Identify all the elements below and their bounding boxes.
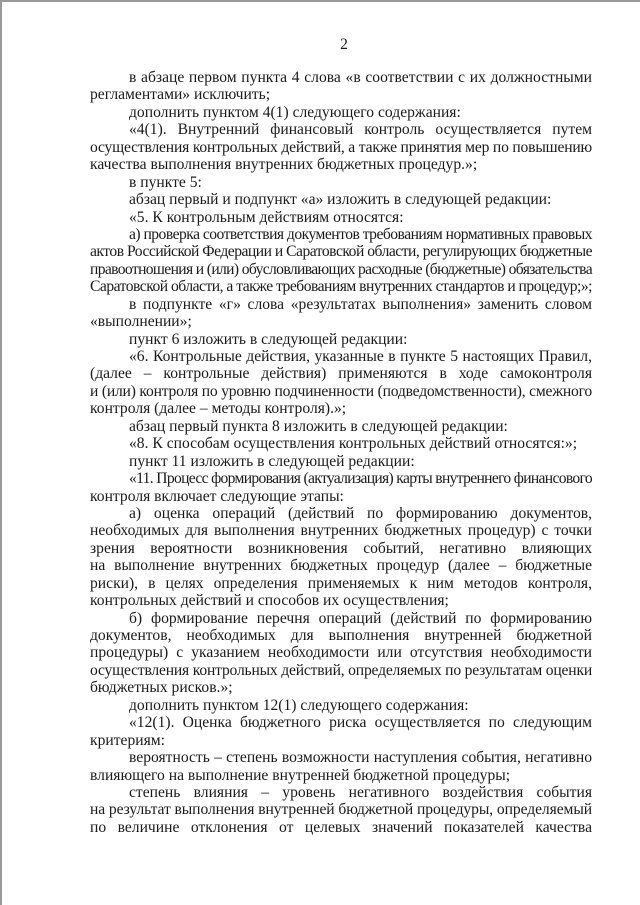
- text-line: бюджетных рисков.»;: [90, 679, 233, 697]
- document-body: [90, 69, 592, 836]
- text-line: степень влияния – уровень негативного воздействия события: [129, 783, 592, 801]
- text-line: абзац первый пункта 8 изложить в следующей редакции:: [129, 417, 508, 435]
- text-line: пункт 11 изложить в следующей редакции:: [129, 452, 415, 470]
- page-number: 2: [340, 36, 348, 53]
- text-line: документов, необходимых для выполнения внутренней бюджетной: [90, 627, 592, 644]
- text-line: дополнить пунктом 12(1) следующего содержания:: [129, 696, 469, 714]
- text-line: «11. Процесс формирования (актуализация) карты внутреннего финансового: [129, 470, 592, 488]
- text-line: осуществления контрольных действий, а также принятия мер по повышению: [90, 138, 592, 156]
- text-line: абзац первый и подпункт «а» изложить в следующей редакции:: [129, 191, 552, 209]
- text-line: правоотношения и (или) обусловливающих расходные (бюджетные) обязательства: [90, 260, 592, 278]
- text-line: и (или) контроля по уровню подчиненности (подведомственности), смежного: [90, 382, 592, 400]
- text-line: необходимых для выполнения внутренних бюджетных процедур) с точки: [90, 522, 592, 540]
- text-line: дополнить пунктом 4(1) следующего содержания:: [129, 103, 461, 121]
- text-line: осуществления контрольных действий, определяемых по результатам оценки: [90, 661, 592, 679]
- text-line: а) оценка операций (действий по формированию документов,: [129, 504, 592, 522]
- text-line: «6. Контрольные действия, указанные в пункте 5 настоящих Правил,: [129, 348, 592, 365]
- text-line: «12(1). Оценка бюджетного риска осуществляется по следующим: [129, 714, 592, 732]
- text-line: регламентами» исключить;: [90, 86, 271, 104]
- text-line: контроля включает следующие этапы:: [90, 487, 344, 505]
- text-line: контрольных действий и способов их осуществления;: [90, 592, 449, 610]
- text-line: контроля (далее – методы контроля).»;: [90, 400, 347, 418]
- text-line: а) проверка соответствия документов требованиям нормативных правовых: [129, 225, 592, 243]
- text-line: в пункте 5:: [129, 173, 202, 191]
- text-line: в подпункте «г» слова «результатах выполнения» заменить словом: [129, 295, 592, 313]
- text-line: вероятность – степень возможности наступления события, негативно: [129, 749, 592, 767]
- text-line: (далее – контрольные действия) применяются в ходе самоконтроля: [90, 365, 592, 383]
- text-line: зрения вероятности возникновения событий, негативно влияющих: [90, 539, 592, 557]
- text-line: «5. К контрольным действиям относятся:: [129, 208, 404, 226]
- text-line: риски), в целях определения применяемых к ним методов контроля,: [90, 574, 592, 592]
- text-line: критериям:: [90, 731, 165, 749]
- text-line: «8. К способам осуществления контрольных действий относятся:»;: [129, 435, 578, 453]
- text-line: качества выполнения внутренних бюджетных процедур.»;: [90, 156, 478, 174]
- text-line: Саратовской области, а также требованиям внутренних стандартов и процедур;»;: [90, 278, 592, 296]
- text-line: «выполнении»;: [90, 313, 192, 331]
- text-line: по величине отклонения от целевых значений показателей качества: [90, 818, 592, 836]
- text-line: «4(1). Внутренний финансовый контроль осуществляется путем: [129, 121, 592, 139]
- text-line: б) формирование перечня операций (действий по формированию: [129, 609, 592, 627]
- text-line: влияющего на выполнение внутренней бюджетной процедуры;: [90, 766, 511, 784]
- text-line: на выполнение внутренних бюджетных процедур (далее – бюджетные: [90, 557, 592, 575]
- text-line: процедуры) с указанием необходимости или отсутствия необходимости: [90, 644, 592, 662]
- text-line: актов Российской Федерации и Саратовской области, регулирующих бюджетные: [90, 243, 592, 261]
- text-line: в абзаце первом пункта 4 слова «в соответствии с их должностными: [129, 69, 592, 86]
- text-line: пункт 6 изложить в следующей редакции:: [129, 330, 408, 348]
- text-line: на результат выполнения внутренней бюджетной процедуры, определяемый: [90, 801, 592, 819]
